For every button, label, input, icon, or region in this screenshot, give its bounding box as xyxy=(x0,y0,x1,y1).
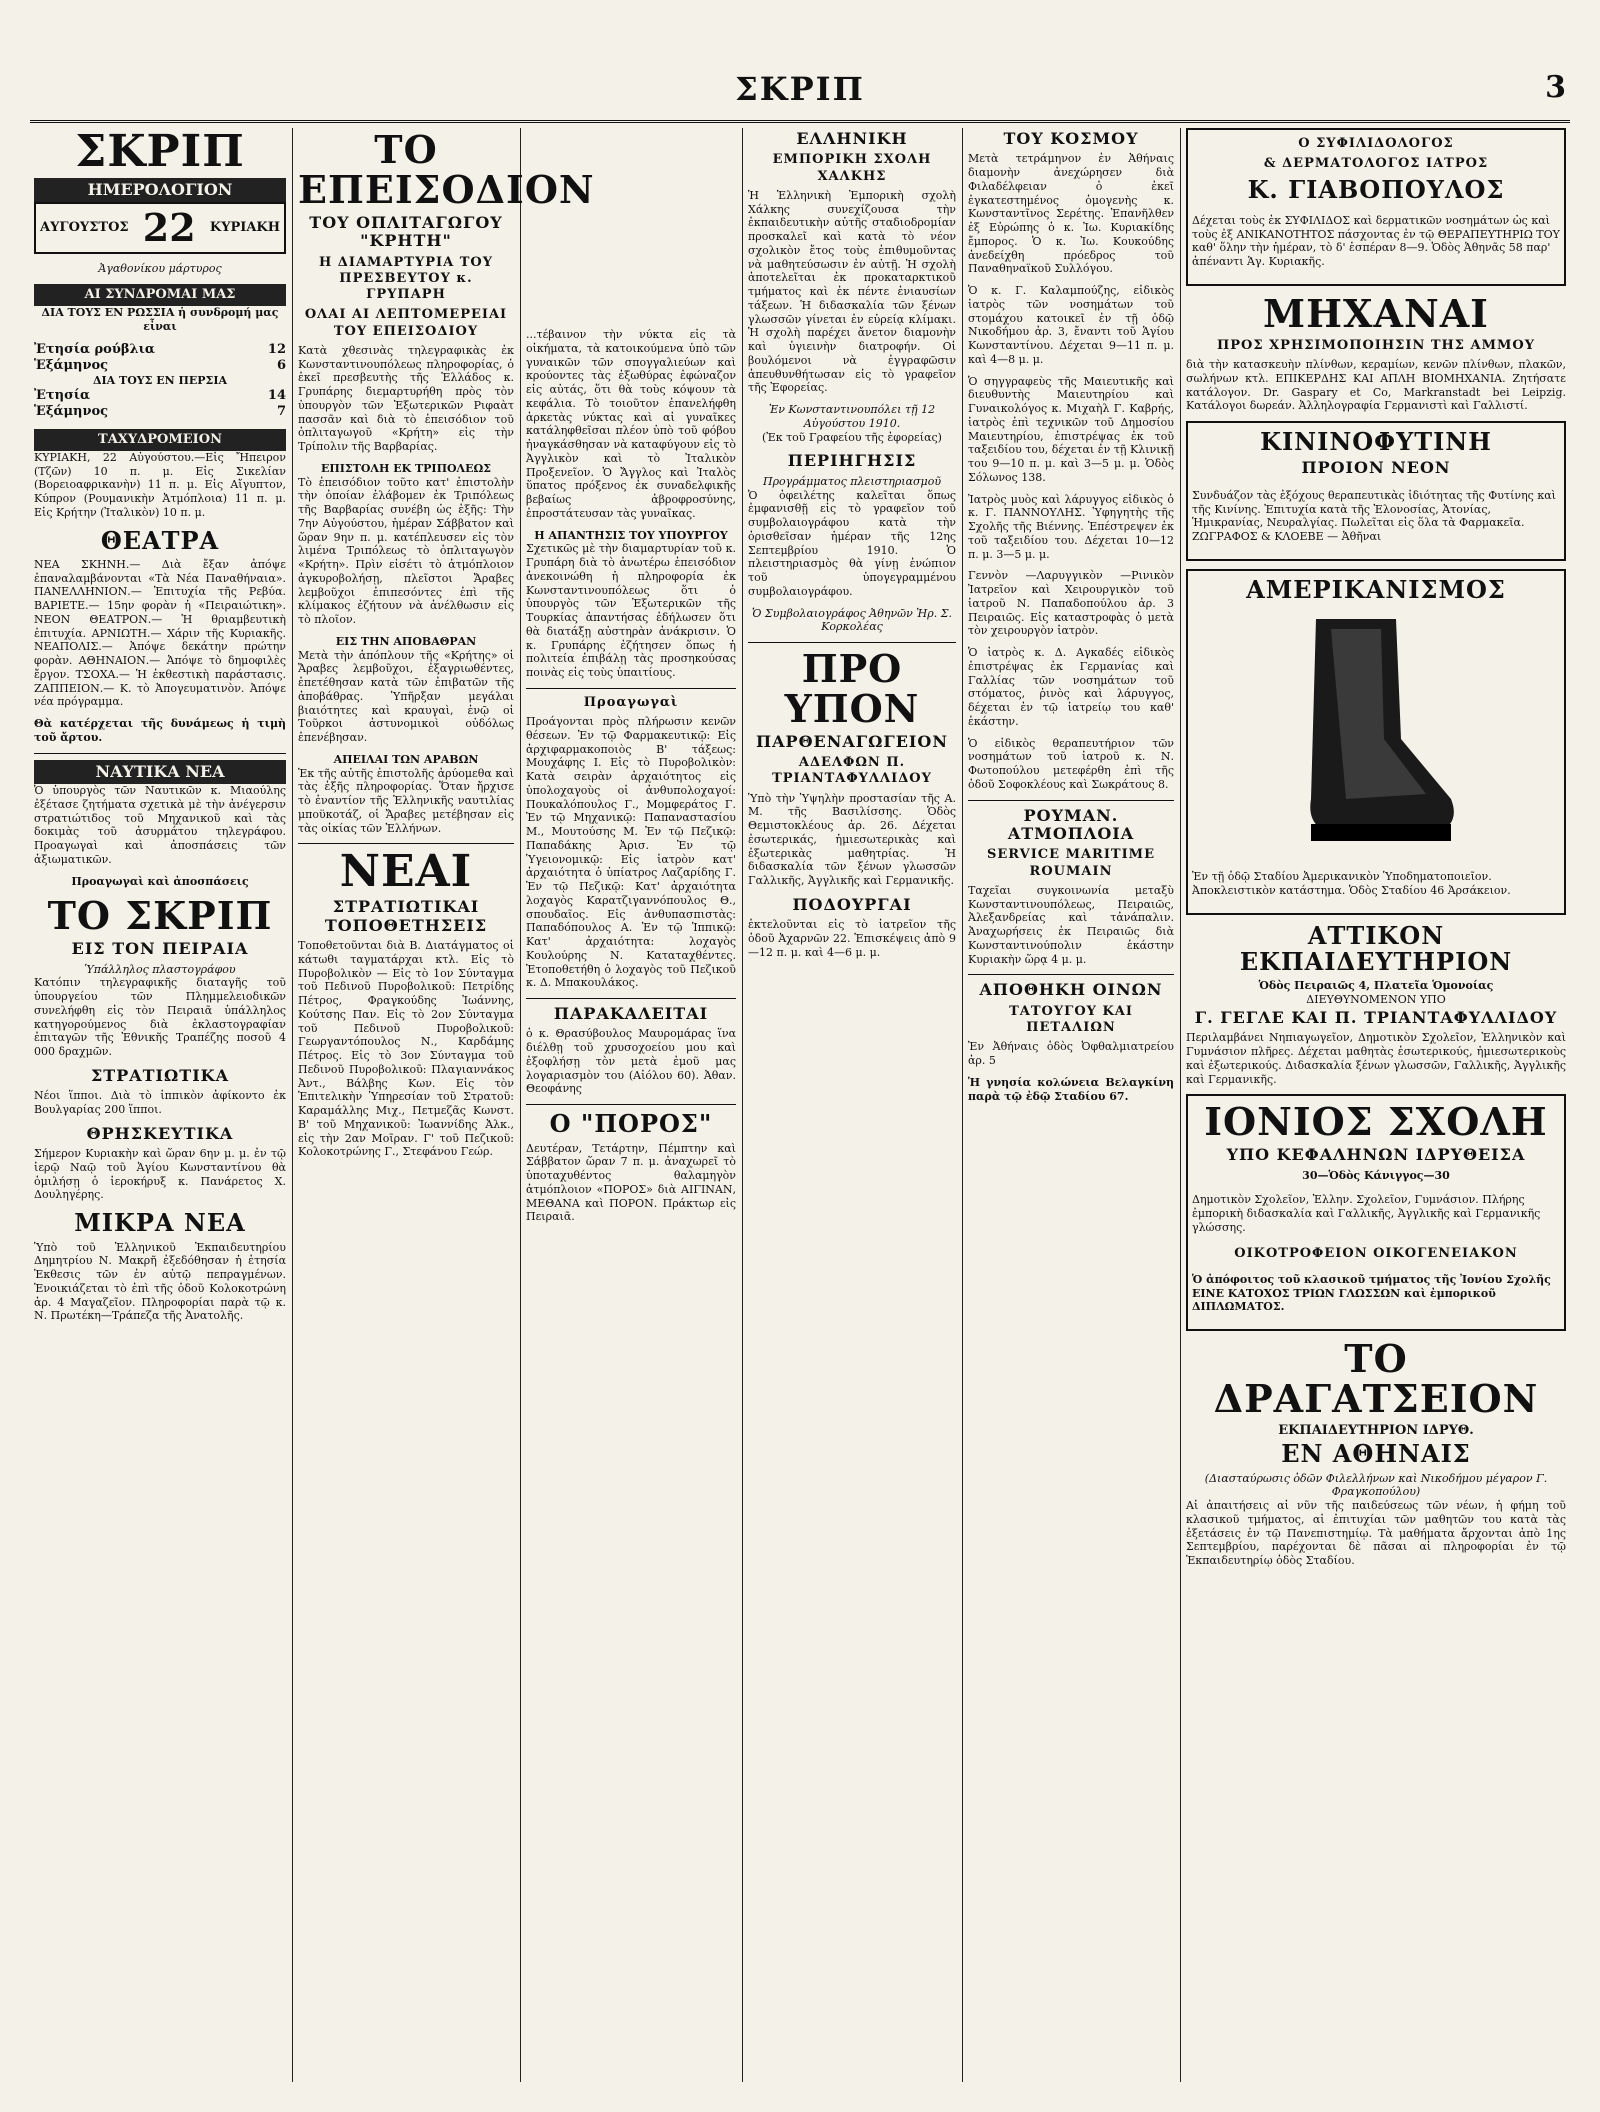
post-office-heading: ΤΑΧΥΔΡΟΜΕΙΟΝ xyxy=(34,429,286,451)
column-5 xyxy=(968,128,1174,2082)
podiatrist-heading: ΠΟΔΟΥΡΓΑΙ xyxy=(792,894,912,914)
column-3 xyxy=(526,128,736,2082)
dragatseion-text: Αἱ ἀπαιτήσεις αἱ νῦν τῆς παιδεύσεως τῶν νέων, ἡ φήμη τοῦ κλασικοῦ τμήματος, αἱ ἐπιτυχίαι τῶν μαθητῶν του κατὰ τὰς ἐξετάσεις ἐν τῷ Πανεπιστημίῳ. Τὰ μαθήματα ἄρχονται ἀπὸ 1ης Σεπτεμβρίου, παρέχονται δὲ πᾶσαι αἱ πληροφορίαι ἐν τῷ Ἐκπαιδευτηρίῳ ὁδὸς Σταδίου. xyxy=(1186,1499,1566,1568)
skrip-piraeus-text: Κατόπιν τηλεγραφικῆς διαταγῆς τοῦ ὑπουργείου τῶν Πλημμελειοδικῶν συνελήφθη εἰς τὸν Πειραιᾶ ὑπάλληλος κατηγορούμενος διὰ ἐκλαστογραφίαν ἐπιταγῶν τῆς Ἐθνικῆς Τραπέζης ποσοῦ 4 000 δραχμῶν. xyxy=(34,976,286,1059)
syph-text: Δέχεται τοὺς ἐκ ΣΥΦΙΛΙΔΟΣ καὶ δερματικῶν νοσημάτων ὡς καὶ τοὺς ἐξ ΑΝΙΚΑΝΟΤΗΤΟΣ πάσχοντας ἐν τῷ ΘΕΡΑΠΕΥΤΗΡΙΩ ΤΟΥ καθ' ὅλην τὴν ἡμέραν, τὸ δ' ἑσπέραν 8—9. Ὁδὸς Ἀθηνᾶς 58 παρ' ἀπέναντι Ἁγ. Κυριακῆς. xyxy=(1192,213,1560,269)
subscriptions-table xyxy=(34,342,286,421)
subscription-row: Ἑξάμηνος 6 xyxy=(34,358,286,374)
ionios-title: ΙΟΝΙΟΣ ΣΧΟΛΗ xyxy=(1204,1099,1548,1145)
romanian-line-sub: SERVICE MARITIME ROUMAIN xyxy=(986,847,1155,879)
lead-story-title: ΤΟ ΕΠΕΙΣΟΔΙΟΝ xyxy=(298,127,595,212)
appointments-title: ΝΕΑΙ xyxy=(339,846,473,898)
society-text: Μετὰ τετράμηνον ἐν Ἀθήναις διαμονὴν ἀνεχώρησεν διὰ Φιλαδέλφειαν ὁ ἐκεῖ ἐγκατεστημένος ὁμογενὴς κ. Κωνσταντῖνος Σερέτης. Ἐπανῆλθεν ἐξ Εὐρώπης ὁ κ. Ἰω. Κυριακίδης ἔμπορος. Ὁ κ. Ἰω. Κουκούδης ἀνεδείχθη πρόεδρος τοῦ Παναθηναϊκοῦ Συλλόγου. xyxy=(968,152,1174,276)
military-text: Νέοι ἵπποι. Διὰ τὸ ἱππικὸν ἀφίκοντο ἐκ Βουλγαρίας 200 ἵπποι. xyxy=(34,1089,286,1116)
dragatseion-tag: ΕΚΠΑΙΔΕΥΤΗΡΙΟΝ ΙΔΡΥΘ. xyxy=(1278,1422,1474,1438)
quay-text: Μετὰ τὴν ἀπόπλουν τῆς «Κρήτης» οἱ Ἄραβες λεμβοῦχοι, ἐξαγριωθέντες, ἐπετέθησαν κατὰ τῶν ἐπιβατῶν τῆς ἀποβάθρας. Ὑπῆρξαν μεγάλαι βιαιότητες καὶ κραυγαὶ, ἐνῷ οἱ Τοῦρκοι ἀστυνομικοὶ οὐδόλως ἐπενέβησαν. xyxy=(298,648,514,745)
doctor-ad-2: Ὁ σηγγραφεὺς τῆς Μαιευτικῆς καὶ διευθυντὴς Μαιευτηρίου καὶ Γυναικολόγος κ. Μιχαὴλ Γ. Καβρής, ἰατρὸς ἐπὶ τεχνικῶν τοῦ Δημοσίου Μαιευτηρίου, ἐπιστρέψας ἐκ τοῦ ταξειδίου του, δέχεται ἐν τῇ Κλινικῇ του 9—10 π. μ. καὶ 3—5 μ. μ. Ὁδὸς Σόλωνος 138. xyxy=(968,374,1174,484)
paper-title: ΣΚΡΙΠ xyxy=(75,126,245,177)
kin-title: ΚΙΝΙΝΟΦΥΤΙΝΗ xyxy=(1260,427,1492,457)
promotions-text: Προάγονται πρὸς πλήρωσιν κενῶν θέσεων. Ἐν τῷ Φαρμακευτικῷ: Εἰς ἀρχιφαρμακοποιὸς Β' τάξεως: Μουχάφης Ι. Εἰς τὸ Πυροβολικὸν: Κατὰ σειρὰν ἀρχαιότητος εἰς ὑπολοχαγοὺς οἱ ἀνθυπολοχαγοί: Πουκαλόπουλος Γ., Μομφεράτος Γ. Ἐν τῷ Μηχανικῷ: Παπαναστασίου Μ., Μουτούσης Μ. Ἐν τῷ Πεζικῷ: Παπαδάκης Ἀρισ. Ἐν τῷ Ὑγειονομικῷ: Εἰς ἰατρὸν κατ' ἀρχαιότητα ὁ ὑπίατρος Λαζαρίδης Γ. Ἐν τῷ Πεζικῷ: Κατ' ἀρχαιότητα λοχαγὸς Καρατζιγαννόπουλος Θ., σπουδαῖος. Εἰς ἀνθυπασπιστὰς: Παπαδόπουλος Α. Ἐν τῷ Ἱππικῷ: Κατ' ἀρχαιότητα: λοχαγὸς Κουλούρης Ν. Καταταχθέντες. Ἐτοποθετήθη ὁ λοχαγὸς τοῦ Πεζικοῦ κ. Δ. Μπακουλάκος. xyxy=(526,715,736,990)
school-date: Ἐν Κωνσταντινουπόλει τῇ 12 Αὐγούστου 1910. xyxy=(768,403,936,430)
religious-heading: ΘΡΗΣΚΕΥΤΙΚΑ xyxy=(86,1123,234,1143)
minister-reply-heading: Η ΑΠΑΝΤΗΣΙΣ ΤΟΥ ΥΠΟΥΡΓΟΥ xyxy=(534,528,728,542)
podiatrist-text: ἐκτελοῦνται εἰς τὸ ἰατρεῖον τῆς ὁδοῦ Ἀχαρνῶν 22. Ἐπισκέψεις ἀπὸ 9—12 π. μ. καὶ 4—6 μ. μ. xyxy=(748,918,956,959)
subscription-row: Ἐτησία ρούβλια 12 xyxy=(34,341,286,357)
kin-sub: ΠΡΟΙΟΝ ΝΕΟΝ xyxy=(1301,458,1451,478)
romanian-line-title: ΡΟΥΜΑΝ. ΑΤΜΟΠΛΟΙΑ xyxy=(1007,805,1135,844)
skrip-piraeus-title: ΤΟ ΣΚΡΙΠ xyxy=(47,893,273,939)
column-2 xyxy=(298,127,595,2082)
column-rule xyxy=(1180,128,1181,2082)
ionios-boarding: ΟΙΚΟΤΡΟΦΕΙΟΝ ΟΙΚΟΓΕΝΕΙΑΚΟΝ xyxy=(1234,1245,1518,1261)
girls-school-sub-2: ΑΔΕΛΦΩΝ Π. ΤΡΙΑΝΤΑΦΥΛΛΙΔΟΥ xyxy=(772,755,932,787)
calendar-date-box xyxy=(34,202,286,254)
letter-text: Τὸ ἐπεισόδιον τοῦτο κατ' ἐπιστολὴν τὴν ὁποίαν ἐλάβομεν ἐκ Τριπόλεως τῆς Βαρβαρίας συνέβη ὡς ἑξῆς: Τὴν 7ην Αὐγούστου, ἡμέραν Σάββατον καὶ ὥραν 9ην π. μ. κατέπλευσεν εἰς τὸν λιμένα Τριπόλεως τὸ ὁπλιταγωγὸν «Κρήτη». Πρὶν εἰσέτι τὸ ἀτμόπλοιον ἀγκυροβολήσῃ, πλεῖστοι Ἄραβες λεμβοῦχοι ἐπιπεσόντες ἐπὶ τῆς κλίμακος ἐζήτουν νὰ ἀνέλθωσιν εἰς τὸ πλοῖον. xyxy=(298,475,514,627)
subscriptions-russia: ΔΙΑ ΤΟΥΣ ΕΝ ΡΩΣΣΙΑ ἡ συνδρομή μας εἶναι xyxy=(41,306,279,334)
column-rule xyxy=(520,128,521,2082)
subscriptions-heading: ΑΙ ΣΥΝΔΡΟΜΑΙ ΜΑΣ xyxy=(34,284,286,306)
ionios-address: 30—Ὁδὸς Κάνιγγος—30 xyxy=(1302,1168,1450,1182)
syph-sub: & ΔΕΡΜΑΤΟΛΟΓΟΣ ΙΑΤΡΟΣ xyxy=(1263,156,1489,172)
romanian-line-text: Ταχεῖαι συγκοινωνία μεταξὺ Κωνσταντινουπόλεως, Πειραιῶς, Ἀλεξανδρείας καὶ τἀνάπαλιν. Ἀναχωρήσεις ἐκ Πειραιῶς διὰ Κωνσταντινούπολιν ἑκάστην Κυριακὴν ὥρᾳ 4 μ. μ. xyxy=(968,883,1174,966)
machines-text: διὰ τὴν κατασκευὴν πλίνθων, κεραμίων, κενῶν πλίνθων, πλακῶν, σωλήνων κτλ. ΕΠΙΚΕΡΔΗΣ ΚΑΙ ΑΠΛΗ ΒΙΟΜΗΧΑΝΙΑ. Ζητήσατε κατάλογον. Dr. Gaspary et Co, Markranstadt bei Leipzig. Κατάλογοι δωρεάν. Ἀλληλογραφία Γερμανιστὶ καὶ Γαλλιστί. xyxy=(1186,358,1566,413)
lead-story-continued: ...τέβαινον τὴν νύκτα εἰς τὰ οἰκήματα, τὰ κατοικούμενα ὑπὸ τῶν γυναικῶν τῶν σπογγαλιεύων καὶ κρούοντες τὰς ἐξωθύρας ἐφώναζον εἰς αὐτάς, ὅτι θὰ τοὺς κόψουν τὰ κεφάλια. Τὸ τοιοῦτον ἐπανελήφθη ἀρκετὰς νύκτας καὶ αἱ γυναῖκες κατάληφθεῖσαι πλέον ὑπὸ τοῦ φόβου ἠναγκάσθησαν νὰ καταφύγουν εἰς τὸ Ἀγγλικὸν καὶ τὸ Ἰταλικὸν Προξενεῖον. Ὁ Ἄγγλος καὶ Ἰταλὸς ὕπατος πρόξενος ἐκ συναδελφικῆς βεβαίως ἀβροφροσύνης, ἐπροστάτευσαν τὰς γυναῖκας. xyxy=(526,328,736,520)
naval-subheading: Προαγωγαὶ καὶ ἀποσπάσεις xyxy=(71,874,249,888)
column-6 xyxy=(1186,128,1566,2082)
school-date-sub: (Ἐκ τοῦ Γραφείου τῆς ἐφορείας) xyxy=(762,430,942,444)
column-rule xyxy=(962,128,963,2082)
calendar-saint: Ἀγαθονίκου μάρτυρος xyxy=(98,262,222,276)
column-rule xyxy=(292,128,293,2082)
lead-story-subtitle-2: ΟΛΑΙ ΑΙ ΛΕΠΤΟΜΕΡΕΙΑΙ ΤΟΥ ΕΠΕΙΣΟΔΙΟΥ xyxy=(304,307,508,339)
appointments-text: Τοποθετοῦνται διὰ Β. Διατάγματος οἱ κάτωθι ταγματάρχαι κτλ. Εἰς τὸ Πυροβολικὸν — Εἰς τὸ 1ον Σύνταγμα τοῦ Πεδινοῦ Πυροβολικοῦ: Πετρίδης Πέτρος, Φραγκούδης Ἰωάννης, Κούτσης Παν. Εἰς τὸ 2ον Σύνταγμα τοῦ Πεδινοῦ Πυροβολικοῦ: Γεωργαντόπουλος Ν., Καρδάμης Πέτρος. Εἰς τὸ 3ον Σύνταγμα τοῦ Πεδινοῦ Πυροβολικοῦ: Πλαγιαννάκος Ἀντ., Βάλβης Κων. Εἰς τὸν Ἐπιτελικὴν Ὑπηρεσίαν τοῦ Στρατοῦ: Καραμάλλης Μιχ., Πετμεζᾶς Κωνστ. Β' τοῦ Μηχανικοῦ: Ἰωαννίδης Ἀλκ., εἰς τὴν 2αν Μοῖραν. Γ' τοῦ Πεζικοῦ: Κολοκοτρώνης Γ., Στεφάνου Γεώρ. xyxy=(298,939,514,1159)
auction-subheading: Προγράμματος πλειστηριασμοῦ xyxy=(762,474,942,488)
lead-story-text: Κατὰ χθεσινὰς τηλεγραφικὰς ἐκ Κωνσταντινουπόλεως πληροφορίας, ὁ ἐκεῖ πρεσβευτὴς τῆς Ἑλλάδος κ. Γρυπάρης διεμαρτυρήθη πρὸς τὸν ὑπουργὸν τῶν Ἐξωτερικῶν Ριφαὰτ πασσᾶν καὶ διὰ τὸ ἐπεισόδιον τοῦ ὁπλιταγωγοῦ «Κρήτη» εἰς τὴν Τρίπολιν τῆς Βαρβαρίας. xyxy=(298,343,514,454)
subscription-row: Ἑξάμηνος 7 xyxy=(34,404,286,420)
cologne-notice: Ἡ γνησία κολώνεια Βελαγκίνη παρὰ τῷ ἐδῷ Σταδίου 67. xyxy=(968,1075,1174,1103)
girls-school-sub: ΠΑΡΘΕΝΑΓΩΓΕΙΟΝ xyxy=(756,731,948,751)
school-subtitle: ΕΜΠΟΡΙΚΗ ΣΧΟΛΗ ΧΑΛΚΗΣ xyxy=(772,152,932,184)
bread-notice: Θὰ κατέρχεται τῆς δυνάμεως ἡ τιμὴ τοῦ ἄρτου. xyxy=(34,717,286,744)
post-office-text: ΚΥΡΙΑΚΗ, 22 Αὐγούστου.—Εἰς Ἤπειρον (Τζῶν) 10 π. μ. Εἰς Σικελίαν (Βορειοαφρικανὴν) 11 π. μ. Εἰς Αἴγυπτον, Κύπρον (Ρουμανικὴν Ἀτμόπλοια) 11 π. μ. Εἰς Κρήτην (Ἰταλικὸν) 10 π. μ. xyxy=(34,450,286,519)
dragatseion-sub: (Διασταύρωσις ὁδῶν Φιλελλήνων καὶ Νικοδήμου μέγαρον Γ. Φραγκοπούλου) xyxy=(1204,1471,1548,1499)
machines-title: ΜΗΧΑΝΑΙ xyxy=(1263,290,1489,336)
religious-text: Σήμερον Κυριακὴν καὶ ὥραν 6ην μ. μ. ἐν τῷ ἱερῷ Ναῷ τοῦ Ἁγίου Κωνσταντίνου θὰ ὁμιλήσῃ ὁ ἱεροκήρυξ κ. Πανάρετος Χ. Δουληγέρης. xyxy=(34,1147,286,1202)
naval-news-heading: ΝΑΥΤΙΚΑ ΝΕΑ xyxy=(34,760,286,784)
ionios-text: Δημοτικὸν Σχολεῖον, Ἑλλην. Σχολεῖον, Γυμνάσιον. Πλήρης ἐμπορικὴ διδασκαλία καὶ Γαλλικῆς, Ἀγγλικῆς καὶ Γερμανικῆς γλώσσης. xyxy=(1192,1193,1541,1234)
calendar-day: 22 xyxy=(142,205,196,251)
doctor-ad-1: Ὁ κ. Γ. Καλαμπούζης, εἰδικὸς ἰατρὸς τῶν νοσημάτων τοῦ στομάχου κατοικεῖ ἐν τῇ ὁδῷ Νικοδήμου ἀρ. 3, ἔναντι τοῦ Ἁγίου Κωνσταντίνου. Δέχεται 9—11 π. μ. καὶ 4—8 μ. μ. xyxy=(968,284,1174,366)
threats-heading: ΑΠΕΙΛΑΙ ΤΩΝ ΑΡΑΒΩΝ xyxy=(333,752,479,766)
school-text: Ἡ Ἑλληνικὴ Ἐμπορικὴ σχολὴ Χάλκης συνεχίζουσα τὴν ἐκπαιδευτικὴν αὐτῆς σταδιοδρομίαν προσκαλεῖ καὶ κατὰ τὸ νέον σχολικὸν ἔτος τοὺς ἐπιθυμοῦντας νὰ μαθητεύσωσιν ἐν αὐτῇ. Ἡ σχολὴ ἀποτελεῖται ἐκ προκαταρκτικοῦ τμήματος καὶ ἐκ πέντε ἐνιαυσίων τάξεων. Ἡ διδασκαλία τῶν ξένων γλωσσῶν γίνεται ἐν εὐρείᾳ κλίμακι. Ἡ σχολὴ παρέχει ἄνετον διαμονὴν καὶ ὑγιεινὴν διατροφήν. Οἱ βουλόμενοι νὰ ἐγγραφῶσιν ἀπευθυνθήτωσαν εἰς τὸ γραφεῖον τῆς Ἐφορείας. xyxy=(748,188,956,395)
attikon-address: Ὁδὸς Πειραιῶς 4, Πλατεῖα Ὁμονοίας xyxy=(1258,979,1494,993)
quay-heading: ΕΙΣ ΤΗΝ ΑΠΟΒΑΘΡΑΝ xyxy=(335,634,477,648)
doctor-ad-4: Γεννὸν —Λαρυγγικὸν —Ρινικὸν Ἰατρεῖον καὶ Χειρουργικὸν τοῦ ἰατροῦ Ν. Παπαδοπούλου ἀρ. 3 Πειραιῶς. Εἰς καταστροφὰς ὁ μετὰ τὸν χειρουργὸν ἰατρὸν. xyxy=(968,569,1174,638)
minister-reply-text: Σχετικῶς μὲ τὴν διαμαρτυρίαν τοῦ κ. Γρυπάρη διὰ τὸ ἀνωτέρω ἐπεισόδιον ἀνεκοινώθη ἡ πληροφορία ἐκ Κωνσταντινουπόλεως ὅτι ὁ ὑπουργὸς τῶν Ἐξωτερικῶν τῆς Τουρκίας ἀπαντήσας ἐδήλωσεν ὅτι θὰ διατάξῃ αὐστηρὰν ἀνάκρισιν. Ὁ κ. Γρυπάρης ἐζήτησεν ὅπως ἡ πολιτεία ἐπιβάλῃ τὰς προσηκούσας ποινὰς εἰς τοὺς ὑπαιτίους. xyxy=(526,542,736,679)
theatres-text: ΝΕΑ ΣΚΗΝΗ.— Διὰ ἔξαν ἀπόψε ἐπαναλαμβάνονται «Τὰ Νέα Παναθήναια». ΠΑΝΕΛΛΗΝΙΟΝ.— Ἐπιτυχία τῆς Ρεβύα. ΒΑΡΙΕΤΕ.— 15ην φορὰν ἡ «Πειραιώτικη». ΝΕΟΝ ΘΕΑΤΡΟΝ.— Ἡ θριαμβευτικὴ ἐπιτυχία. ΑΡΝΙΩΤΗ.— Χάριν τῆς Κυριακῆς. ΝΕΑΠΟΛΙΣ.— Ἀπόψε δεκάτην πρώτην φορὰν. ΑΘΗΝΑΙΟΝ.— Ἀπόψε τὸ δημοφιλὲς ἔργον. ΤΣΟΧΑ.— Ἡ ἐκθεστικὴ παράστασις. ΖΑΠΠΕΙΟΝ.— Κ. τὸ Ἀπογευματινὸν. Ἀπόψε νέα πρόγραμμα. xyxy=(34,557,286,709)
ionios-boarding-text: Ὁ ἀπόφοιτος τοῦ κλασικοῦ τμήματος τῆς Ἰονίου Σχολῆς ΕΙΝΕ ΚΑΤΟΧΟΣ ΤΡΙΩΝ ΓΛΩΣΣΩΝ καὶ ἐμπορικοῦ ΔΙΠΛΩΜΑΤΟΣ. xyxy=(1192,1272,1551,1314)
lead-story-subtitle: Η ΔΙΑΜΑΡΤΥΡΙΑ ΤΟΥ ΠΡΕΣΒΕΥΤΟΥ κ. ΓΡΥΠΑΡΗ xyxy=(318,254,493,303)
subscriptions-persia: ΔΙΑ ΤΟΥΣ ΕΝ ΠΕΡΣΙΑ xyxy=(92,374,228,388)
boot-illustration-icon xyxy=(1276,609,1476,859)
lead-story-title-2: ΤΟΥ ΟΠΛΙΤΑΓΩΓΟΥ "ΚΡΗΤΗ" xyxy=(309,212,503,251)
attikon-directors: Γ. ΓΕΓΛΕ ΚΑΙ Π. ΤΡΙΑΝΤΑΦΥΛΛΙΔΟΥ xyxy=(1194,1007,1558,1027)
auction-signature: Ὁ Συμβολαιογράφος Ἀθηνῶν Ἠρ. Σ. Κορκολέας xyxy=(751,606,953,634)
americanism-ad xyxy=(1186,569,1566,915)
military-heading: ΣΤΡΑΤΙΩΤΙΚΑ xyxy=(90,1065,229,1085)
girls-school-text: Ὑπὸ τὴν Ὑψηλὴν προστασίαν τῆς Α. Μ. τῆς Βασιλίσσης. Ὁδὸς Θεμιστοκλέους ἀρ. 26. Δέχεται ἐσωτερικάς, ἡμιεσωτερικὰς καὶ ἐξωτερικὰς μαθητρίας. Ἡ διδασκαλία τῶν ξένων γλωσσῶν Γαλλικῆς, Ἀγγλικῆς καὶ Γερμανικῆς. xyxy=(748,791,956,888)
ionios-sub: ΥΠΟ ΚΕΦΑΛΗΝΩΝ ΙΔΡΥΘΕΙΣΑ xyxy=(1226,1145,1526,1165)
column-4 xyxy=(748,128,956,2082)
wine-store-sub: ΤΑΤΟΥΓΟΥ ΚΑΙ ΠΕΤΑΛΙΩΝ xyxy=(1009,1003,1133,1036)
kin-text: Συνδυάζον τὰς ἐξόχους θεραπευτικὰς ἰδιότητας τῆς Φυτίνης καὶ τῆς Κινίνης. Ἐπιτυχία κατὰ τῆς Ἐλονοσίας, Ἀτονίας, Ἡμικρανίας, Νευραλγίας. Πωλεῖται εἰς ὅλα τὰ Φαρμακεῖα. ΖΩΓΡΑΦΟΣ & ΚΛΟΕΒΕ — Ἀθῆναι xyxy=(1192,488,1556,544)
auction-text: Ὁ ὀφειλέτης καλεῖται ὅπως ἐμφανισθῇ εἰς τὸ γραφεῖον τοῦ συμβολαιογράφου κατὰ τὴν ὁρισθεῖσαν ἡμέραν τῆς 12ης Σεπτεμβρίου 1910. Ὁ πλειστηριασμὸς θὰ γίνῃ ἐνώπιον τοῦ ὑπογεγραμμένου συμβολαιογράφου. xyxy=(748,488,956,598)
poros-ad-title: Ο "ΠΟΡΟΣ" xyxy=(549,1109,713,1139)
am-title: ΑΜΕΡΙΚΑΝΙΣΜΟΣ xyxy=(1246,574,1506,604)
doctor-ad-6: Ὁ εἰδικὸς θεραπευτήριον τῶν νοσημάτων τοῦ ἰατροῦ κ. Ν. Φωτοπούλου μετεφέρθη ἐπὶ τῆς ὁδοῦ Σοφοκλέους καὶ Σωκράτους 8. xyxy=(968,736,1174,791)
wine-store-title: ΑΠΟΘΗΚΗ ΟΙΝΩΝ xyxy=(979,980,1163,1000)
calendar-month: ΑΥΓΟΥΣΤΟΣ xyxy=(40,220,129,236)
machines-sub: ΠΡΟΣ ΧΡΗΣΙΜΟΠΟΙΗΣΙΝ ΤΗΣ ΑΜΜΟΥ xyxy=(1216,337,1535,353)
auction-heading: ΠΕΡΙΗΓΗΣΙΣ xyxy=(787,451,917,471)
attikon-title: ΑΤΤΙΚΟΝ ΕΚΠΑΙΔΕΥΤΗΡΙΟΝ xyxy=(1239,920,1513,977)
threats-text: Ἐκ τῆς αὐτῆς ἐπιστολῆς ἀρύομεθα καὶ τὰς ἑξῆς πληροφορίας. Ὅταν ἤρχισε τὸ ἐναντίον τῆς Ἑλληνικῆς ναυτιλίας μποϋκοτάζ, οἱ Ἄραβες μετέβησαν εἰς τὰς οἰκίας τῶν Ἑλλήνων. xyxy=(298,766,514,835)
attikon-text: Περιλαμβάνει Νηπιαγωγεῖον, Δημοτικὸν Σχολεῖον, Ἑλληνικὸν καὶ Γυμνάσιον πλῆρες. Δέχεται μαθητὰς ἐσωτερικούς, ἡμιεσωτερικοὺς καὶ ἐξωτερικούς. Διδασκαλία ξένων γλωσσῶν, Γαλλικῆς, Ἀγγλικῆς καὶ Γερμανικῆς. xyxy=(1186,1031,1566,1086)
poros-ad-text: Δευτέραν, Τετάρτην, Πέμπτην καὶ Σάββατον ὥραν 7 π. μ. ἀναχωρεῖ τὸ ὑποταχυθέντος θαλαμηγὸν ἀτμόπλοιον «ΠΟΡΟΣ» διὰ ΑΙΓΙΝΑΝ, ΜΕΘΑΝΑ καὶ ΠΟΡΟΝ. Πράκτωρ εἰς Πειραιᾶ. xyxy=(526,1141,736,1224)
notice-text: ὁ κ. Θρασύβουλος Μαυρομάρας ἵνα διέλθῃ τοῦ χρυσοχοείου μου καὶ ἐξοφλήσῃ τὸν μετὰ ἐμοῦ μας λογαριασμὸν του (Αἰόλου 60). Ἀθαν. Θεοφάνης xyxy=(526,1027,736,1096)
dragatseion-city: ΕΝ ΑΘΗΝΑΙΣ xyxy=(1281,1439,1471,1469)
page-number: 3 xyxy=(1545,70,1566,105)
attikon-directed-by: ΔΙΕΥΘΥΝΟΜΕΝΟΝ ΥΠΟ xyxy=(1306,993,1446,1007)
small-news-heading: ΜΙΚΡΑ ΝΕΑ xyxy=(74,1208,246,1238)
society-heading: ΤΟΥ ΚΟΣΜΟΥ xyxy=(1003,129,1139,148)
ionian-school-ad xyxy=(1186,1094,1566,1331)
letter-heading: ΕΠΙΣΤΟΛΗ ΕΚ ΤΡΙΠΟΛΕΩΣ xyxy=(320,461,492,475)
column-rule xyxy=(742,128,743,2082)
masthead xyxy=(30,60,1570,123)
dragatseion-title: ΤΟ ΔΡΑΓΑΤΣΕΙΟΝ xyxy=(1213,1336,1539,1422)
doctor-ad-5: Ὁ ἰατρὸς κ. Δ. Αγκαδές εἰδικὸς ἐπιστρέψας ἐκ Γερμανίας καὶ Γαλλίας τῶν νοσημάτων τοῦ στόματος, ῥινὸς καὶ λάρυγγος, δέχεται ἐν τῷ ἰατρείῳ του καθ' ἑκάστην. xyxy=(968,646,1174,728)
skrip-piraeus-tag: Ὑπάλληλος πλαστογράφου xyxy=(84,962,236,976)
syphilis-doctor-ad xyxy=(1186,128,1566,286)
school-title: ΕΛΛΗΝΙΚΗ xyxy=(796,129,908,148)
doctor-ad-3: Ἰατρὸς μυὸς καὶ λάρυγγος εἰδικὸς ὁ κ. Γ. ΠΑΝΝΟΥΛΗΣ. Ὑφηγητὴς τῆς Σχολῆς τῆς Βιέννης. Ἐπέστρεψεν ἐκ τοῦ ταξειδίου του. Δέχεται 10—12 π. μ. 3—5 μ. μ. xyxy=(968,492,1174,561)
small-news-text: Ὑπὸ τοῦ Ἑλληνικοῦ Ἐκπαιδευτηρίου Δημητρίου Ν. Μακρῆ ἐξεδόθησαν ἡ ἐτησία Ἐκθεσις τῶν ἐν αὐτῷ πεπραγμένων. Ἐνοικιάζεται τὸ ἐπὶ τῆς ὁδοῦ Κολοκοτρώνη ἀρ. 4 Μαγαζεῖον. Πληροφορίαι παρὰ τῷ κ. Ν. Πρωτέκη—Τράπεζα τῆς Ἀνατολῆς. xyxy=(34,1240,286,1323)
syph-title: Ο ΣΥΦΙΛΙΔΟΛΟΓΟΣ xyxy=(1298,136,1454,151)
skrip-piraeus-subtitle: ΕΙΣ ΤΟΝ ΠΕΙΡΑΙΑ xyxy=(71,939,249,959)
wine-store-text: Ἐν Ἀθήναις ὁδὸς Ὀφθαλμιατρείου ἀρ. 5 xyxy=(968,1040,1174,1068)
appointments-subtitle: ΣΤΡΑΤΙΩΤΙΚΑΙ ΤΟΠΟΘΕΤΗΣΕΙΣ xyxy=(324,897,488,935)
naval-news-text: Ὁ ὑπουργὸς τῶν Ναυτικῶν κ. Μιαούλης ἐξέτασε ζητήματα σχετικὰ μὲ τὴν ἀνέγερσιν στρατιώτιδος τοῦ Μηχανικοῦ καὶ τὰς δοκιμὰς τοῦ ἀσυρμάτου τηλεγράφου. Προαγωγαὶ καὶ ἀποσπάσεις τῶν ἀξιωματικῶν. xyxy=(34,784,286,866)
calendar-section: ΗΜΕΡΟΛΟΓΙΟΝ xyxy=(34,178,286,202)
masthead-title: ΣΚΡΙΠ xyxy=(735,70,865,108)
kininofytini-ad xyxy=(1186,421,1566,561)
subscription-row: Ἐτησία 14 xyxy=(34,388,286,404)
girls-school-title: ΠΡΟ ΥΠΟΝ xyxy=(784,646,920,731)
promotions-heading: Προαγωγαὶ xyxy=(583,694,679,710)
calendar-weekday: ΚΥΡΙΑΚΗ xyxy=(209,220,280,236)
column-1 xyxy=(34,128,286,2082)
am-text: Ἐν τῇ ὁδῷ Σταδίου Ἀμερικανικὸν Ὑποδηματοποιεῖον. Ἀποκλειστικὸν κατάστημα. Ὁδὸς Σταδίου 46 Ἀρσάκειον. xyxy=(1192,870,1511,897)
syph-name: Κ. ΓΙΑΒΟΠΟΥΛΟΣ xyxy=(1247,174,1505,204)
notice-heading: ΠΑΡΑΚΑΛΕΙΤΑΙ xyxy=(553,1004,709,1023)
theatres-heading: ΘΕΑΤΡΑ xyxy=(100,525,220,555)
